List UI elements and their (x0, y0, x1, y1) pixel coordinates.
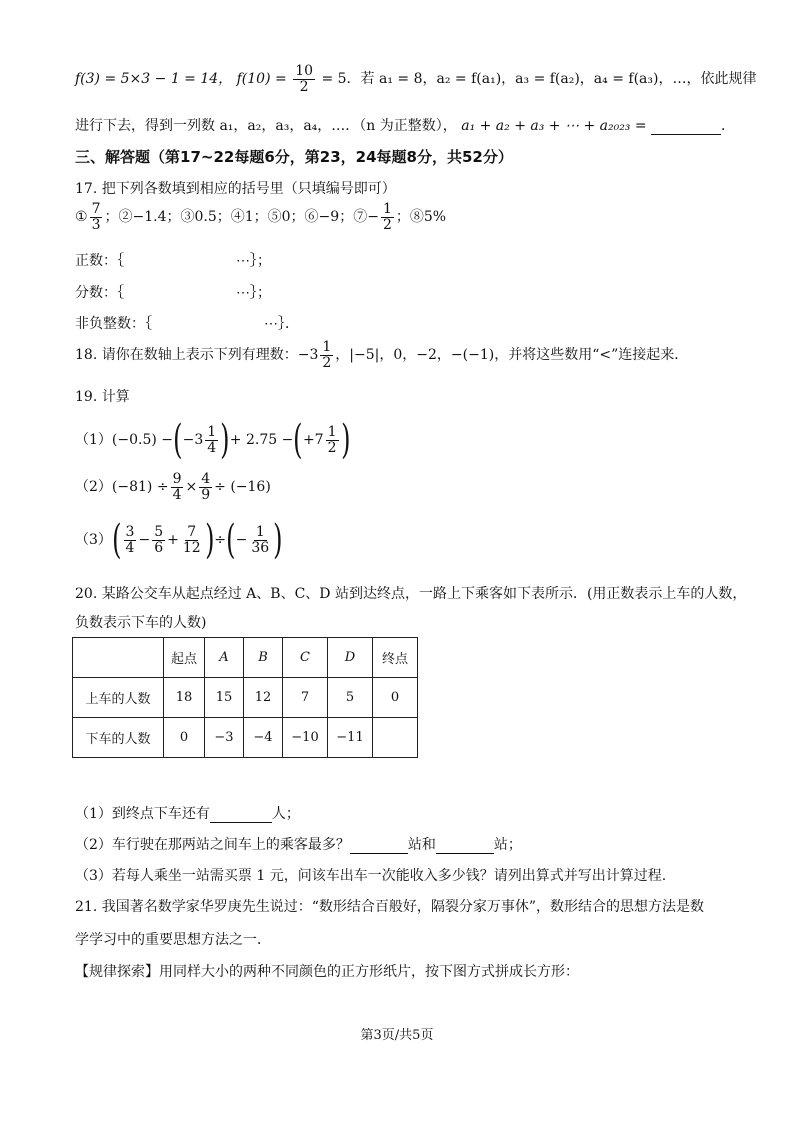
table-cell: −11 (328, 718, 373, 758)
table-cell: −4 (244, 718, 283, 758)
fraction-1-2: $\frac{1}{2}$ (382, 201, 392, 233)
q20-sub1: （1）到终点下车还有 人； (75, 806, 300, 822)
table-row (73, 718, 418, 758)
line-1 (75, 64, 756, 94)
l1-part2: f(10) = (236, 71, 292, 88)
q20-line1: 20. 某路公交车从起点经过 A、B、C、D 站到达终点，一路上下乘客如下表所示．(用正数表示上车的人数， (75, 586, 747, 602)
table-cell (373, 718, 418, 758)
table-cell: 15 (205, 678, 244, 718)
q19-1: （1）(−0.5) −(−3 $\frac{1}{4}$ )+ 2.75 −(+7 $\frac{1}{2}$ ) (75, 417, 351, 463)
table-cell: 5 (328, 678, 373, 718)
q21-line1: 21. 我国著名数学家华罗庚先生说过：“数形结合百般好，隔裂分家万事休”，数形结合的思想方法是数 (75, 899, 705, 915)
table-cell: B (244, 638, 283, 678)
q17-fraction: 分数：｛ ⋯｝； (75, 285, 271, 301)
q21-line3: 【规律探索】用同样大小的两种不同颜色的正方形纸片，按下图方式拼成长方形： (75, 964, 579, 980)
answer-blank[interactable] (436, 837, 494, 854)
line-2 (75, 115, 735, 135)
answer-blank[interactable] (651, 118, 721, 135)
table-cell: 0 (164, 718, 205, 758)
section-3-heading: 三、解答题（第17~22每题6分，第23，24每题8分，共52分） (75, 148, 513, 166)
l1-part1: f(3) = 5×3 − 1 = 14， (75, 71, 233, 88)
answer-blank[interactable] (350, 837, 408, 854)
fraction-7-3: $\frac{7}{3}$ (91, 201, 101, 233)
q17-nonneg: 非负整数：｛ ⋯｝． (75, 316, 299, 332)
q17-title: 17. 把下列各数填到相应的括号里（只填编号即可） (75, 181, 396, 197)
table-cell: 7 (283, 678, 328, 718)
table-cell: D (328, 638, 373, 678)
table-cell: −10 (283, 718, 328, 758)
q19-2: （2）(−81) ÷ $\frac{9}{4}$ × $\frac{4}{9}$ ÷ (−16) (75, 471, 271, 503)
q20-line2: 负数表示下车的人数) (75, 615, 207, 631)
table-cell: 0 (373, 678, 418, 718)
l2-part1: 进行下去，得到一列数 a₁，a₂，a₃，a₄，…．（n 为正整数）， (75, 118, 457, 134)
table-cell (73, 638, 164, 678)
table-cell: 终点 (373, 638, 418, 678)
table-cell: 18 (164, 678, 205, 718)
answer-blank[interactable] (210, 806, 272, 823)
q21-line2: 学学习中的重要思想方法之一． (75, 932, 271, 948)
q20-sub3: （3）若每人乘坐一站需买票 1 元，问该车出车一次能收入多少钱？请列出算式并写出计算过程. (75, 868, 667, 884)
q19-title: 19. 计算 (75, 389, 130, 405)
l1-part3: = 5．若 a₁ = 8，a₂ = f(a₁)，a₃ = f(a₂)，a₄ = f(a₃)，…，依此规律 (317, 71, 757, 88)
l2-part3: ． (721, 118, 736, 134)
q17-positive: 正数：｛ ⋯｝； (75, 253, 271, 269)
l2-part2: a₁ + a₂ + a₃ + ⋯ + a₂₀₂₃ = (461, 118, 652, 134)
q17-items: ① $\frac{7}{3}$ ；②−1.4；③0.5；④1；⑤0；⑥−9；⑦− $\frac{1}{2}$ ；⑧5% (75, 201, 447, 233)
table-cell: −3 (205, 718, 244, 758)
fraction-10-2: $\frac{10}{2}$ (295, 63, 314, 95)
table-row (73, 678, 418, 718)
table-cell: A (205, 638, 244, 678)
bus-passenger-table (72, 637, 418, 758)
table-cell: 下车的人数 (73, 718, 164, 758)
table-cell: 上车的人数 (73, 678, 164, 718)
table-cell: 12 (244, 678, 283, 718)
q18: 18. 请你在数轴上表示下列有理数： −3 $\frac{1}{2}$ ，|−5|，0，−2，−(−1)，并将这些数用“<”连接起来． (75, 339, 689, 371)
table-header-row (73, 638, 418, 678)
q20-sub2: （2）车行驶在那两站之间车上的乘客最多？ 站和 站； (75, 837, 522, 853)
table-cell: 起点 (164, 638, 205, 678)
mixed-number: −3 $\frac{1}{2}$ (297, 339, 332, 371)
page-footer: 第3页/共5页 (360, 1028, 434, 1043)
table-cell: C (283, 638, 328, 678)
q19-3: （3）( $\frac{3}{4}$ − $\frac{5}{6}$ + $\frac{7}{12}$ )÷(− $\frac{1}{36}$ ) (75, 517, 283, 563)
